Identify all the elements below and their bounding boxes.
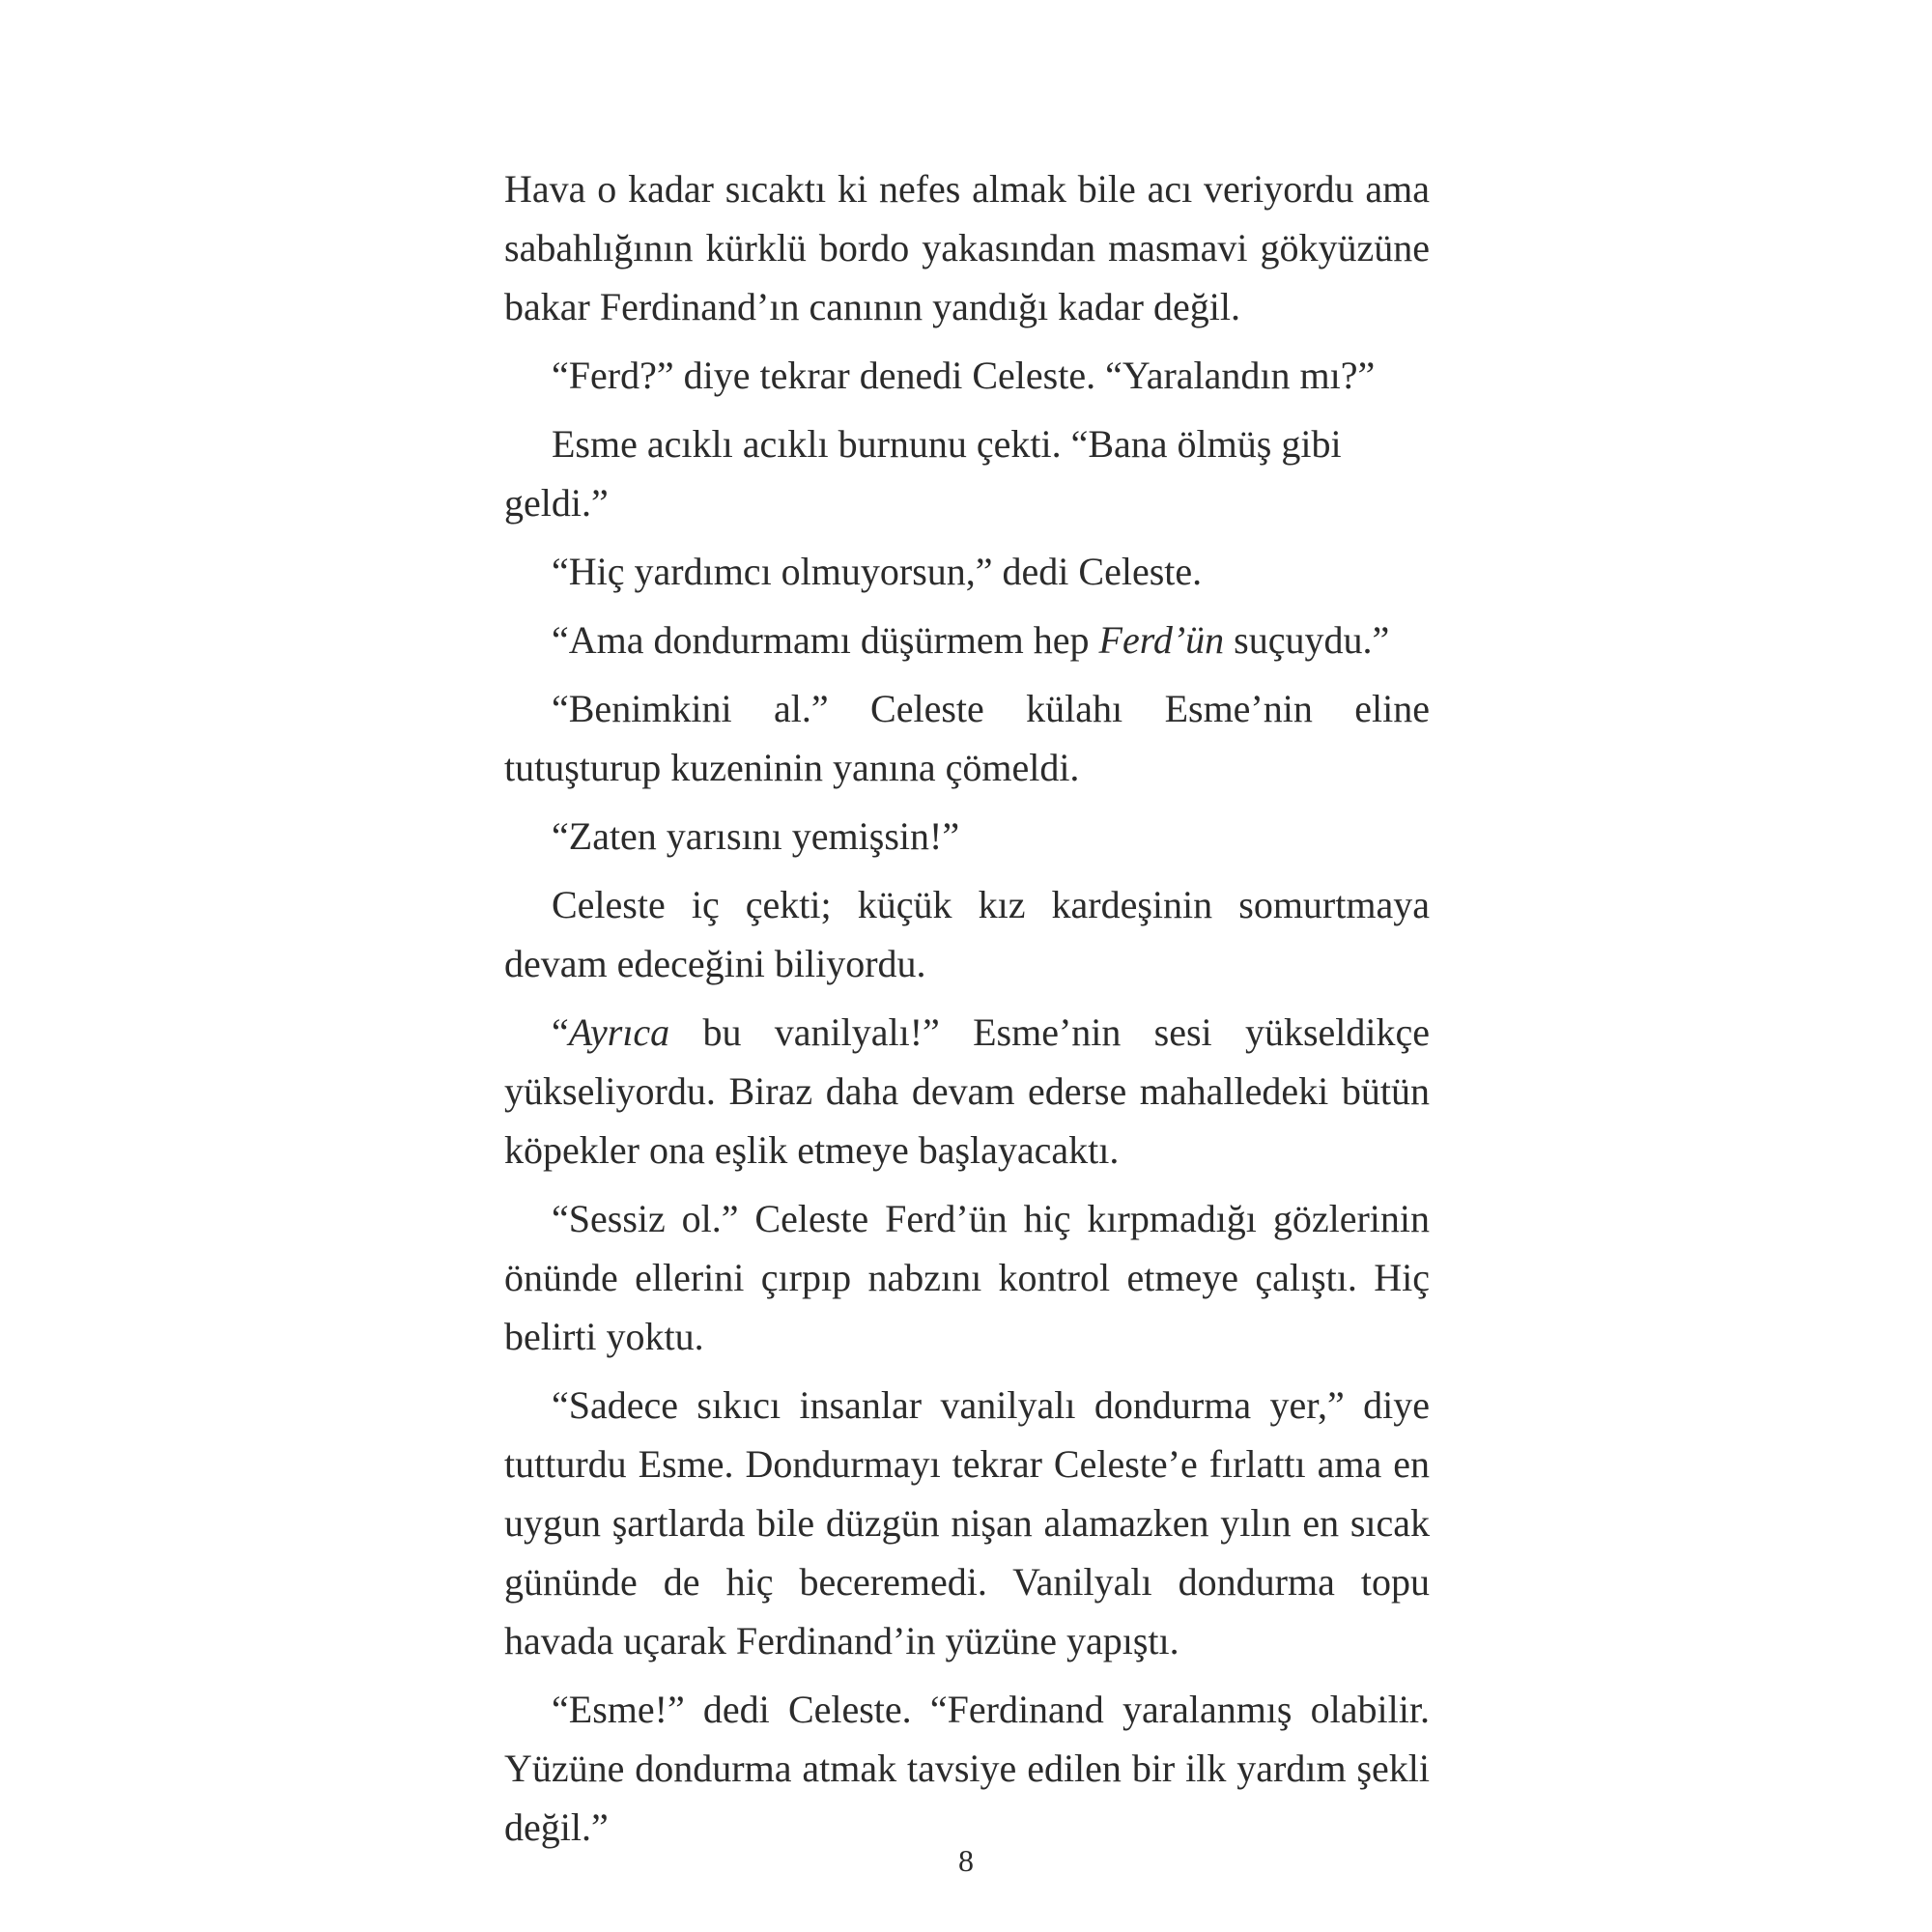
page-number: 8: [958, 1843, 974, 1878]
paragraph: “Ama dondurmamı düşürmem hep Ferd’ün suçuydu.”: [552, 618, 1390, 662]
paragraph: Celeste iç çekti; küçük kız kardeşinin somurtmaya devam edeceğini biliyordu.: [504, 883, 1430, 985]
paragraph: “Ayrıca bu vanilyalı!” Esme’nin sesi yükseldikçe yükseliyordu. Biraz daha devam ederse mahalledeki bütün köpekler ona eşlik etmeye başlayacaktı.: [504, 1010, 1430, 1172]
emphasis-text: Ayrıca: [568, 1010, 670, 1054]
paragraph: “Sadece sıkıcı insanlar vanilyalı dondurma yer,” diye tutturdu Esme. Dondurmayı tekrar Celeste’e fırlattı ama en uygun şartlarda bile düzgün nişan alamazken yılın en sıcak gününde de hiç beceremedi. Vanilyalı dondurma topu havada uçarak Ferdinand’in yüzüne yapıştı.: [504, 1383, 1430, 1662]
paragraph: Hava o kadar sıcaktı ki nefes almak bile acı veriyordu ama sabahlığının kürklü bordo yakasından masmavi gökyüzüne bakar Ferdinand’ın canının yandığı kadar değil.: [504, 167, 1430, 328]
body-text: [504, 159, 1430, 1866]
paragraph: “Sessiz ol.” Celeste Ferd’ün hiç kırpmadığı gözlerinin önünde ellerini çırpıp nabzını kontrol etmeye çalıştı. Hiç belirti yoktu.: [504, 1197, 1430, 1358]
paragraph: “Hiç yardımcı olmuyorsun,” dedi Celeste.: [552, 550, 1203, 593]
emphasis-text: Ferd’ün: [1098, 618, 1225, 662]
paragraph: “Ferd?” diye tekrar denedi Celeste. “Yaralandın mı?”: [552, 354, 1376, 397]
paragraph: Esme acıklı acıklı burnunu çekti. “Bana ölmüş gibi geldi.”: [504, 422, 1342, 525]
paragraph: “Benimkini al.” Celeste külahı Esme’nin eline tutuşturup kuzeninin yanına çömeldi.: [504, 687, 1430, 789]
paragraph: “Zaten yarısını yemişsin!”: [552, 814, 960, 858]
paragraph: “Esme!” dedi Celeste. “Ferdinand yaralanmış olabilir. Yüzüne dondurma atmak tavsiye edilen bir ilk yardım şekli değil.”: [504, 1688, 1430, 1849]
